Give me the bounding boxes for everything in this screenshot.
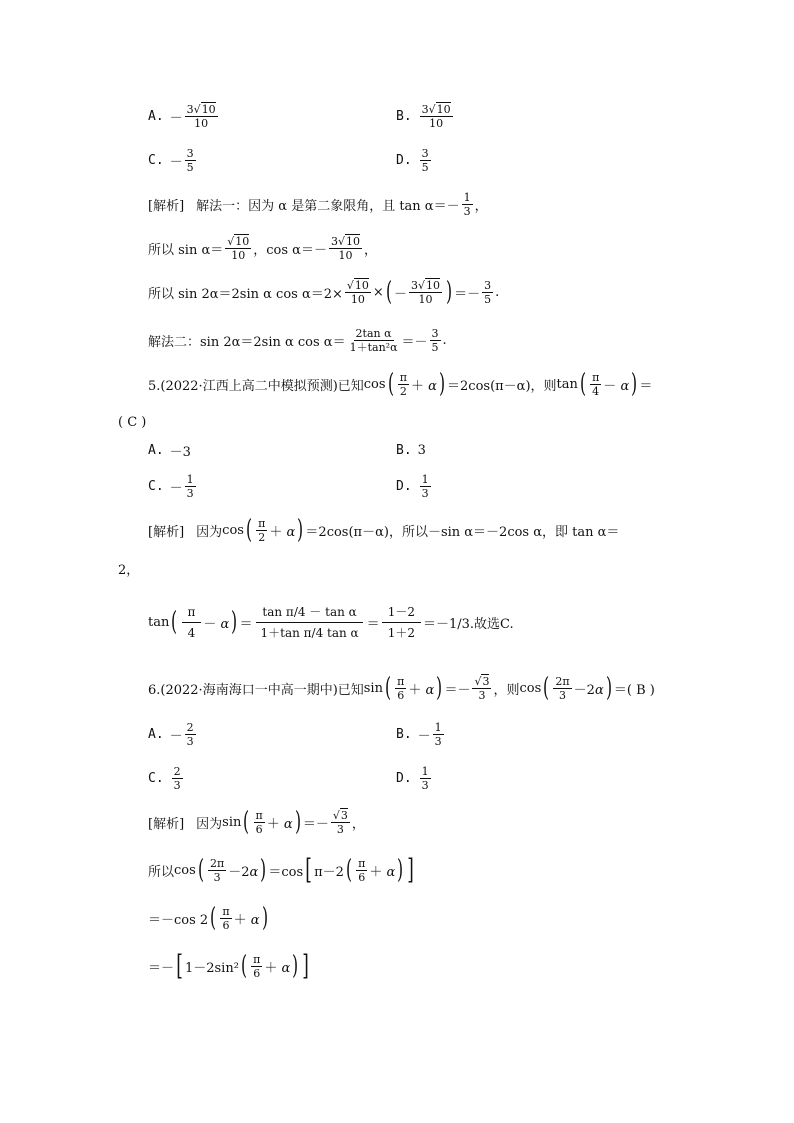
option-sign: － xyxy=(417,728,431,744)
fraction: $\frac{√10}{10}$ xyxy=(346,278,369,306)
q5-answer xyxy=(118,402,146,442)
analysis-text: ，cos α＝－ xyxy=(253,242,327,258)
fraction: $\frac{3√10}{10}$ xyxy=(330,234,360,262)
q4-analysis-line-2: 所以 sin α＝ $\frac{√10}{10}$ ，cos α＝－ $\frac{3√10}{10}$ ， xyxy=(148,234,377,262)
analysis-text: 因为 xyxy=(196,524,223,540)
option-label: A. xyxy=(148,442,164,458)
option-text: －3 xyxy=(169,444,191,460)
analysis-text: ＝－ xyxy=(454,286,481,302)
q6-analysis-line-4: ＝－ [ 1－2sin² ( $\frac{\pi}{6}$ ＋ α ) ] xyxy=(148,949,310,982)
analysis-text: ＝－ xyxy=(148,960,175,976)
q6-option-row-2 xyxy=(148,758,429,798)
fraction: $\frac{1}{3}$ xyxy=(421,764,429,792)
fraction: $\frac{2\pi}{3}$ xyxy=(209,856,225,884)
q6-option-b xyxy=(396,721,446,748)
q5-option-b xyxy=(396,443,426,458)
question-text: ＝－ xyxy=(444,682,471,698)
q5-analysis-line-2: tan ( $\frac{\pi}{4}$ － α ) ＝ $\frac{\text{tan π/4 － tan α}}{\text{1＋tan π/4 tan α}}$ ＝ $\frac{1-2}{1+2}$ ＝－1/3.故选C. xyxy=(148,594,514,650)
analysis-tag: [解析] xyxy=(148,524,185,540)
fraction: $\frac{\pi}{6}$ xyxy=(358,856,366,884)
analysis-text: ＝2cos(π－α)，所以－sin α＝－2cos α，即 tan α＝ xyxy=(305,524,620,540)
analysis-tag: [解析] xyxy=(148,198,185,214)
fraction: $\frac{3}{5}$ xyxy=(421,146,429,174)
fraction: $\frac{3√10}{10}$ xyxy=(410,278,440,306)
analysis-text: 因为 xyxy=(196,816,223,832)
analysis-text: 所以 xyxy=(148,864,175,880)
q4-option-row-1 xyxy=(148,96,451,136)
option-sign: － xyxy=(169,154,183,170)
option-label: B. xyxy=(396,726,412,742)
fraction: $\frac{2}{3}$ xyxy=(186,720,194,748)
fraction: $\frac{\text{2tan α}}{\text{1＋tan²α}}$ xyxy=(349,326,398,354)
q6-stem: 6.(2022·海南海口一中高一期中)已知 sin ( $\frac{\pi}{6}$ ＋ α ) ＝－ $\frac{√3}{3}$ ，则 cos ( $\frac{2\pi}{3}$ －2α ) ＝( B ) xyxy=(148,673,655,703)
fraction: $\frac{\text{tan π/4 － tan α}}{\text{1＋tan π/4 tan α}}$ xyxy=(255,602,365,643)
fraction: $\frac{√3}{3}$ xyxy=(474,674,490,702)
q6-analysis-line-1: [解析] 因为 sin ( $\frac{\pi}{6}$ ＋ α ) ＝－ $\frac{√3}{3}$ ， xyxy=(148,807,365,837)
q4-analysis-line-3: 所以 sin 2α＝2sin α cos α＝2× $\frac{√10}{10}$ × ( － $\frac{3√10}{10}$ ) ＝－ $\frac{3}{5}$ . xyxy=(148,277,500,307)
analysis-text: 所以 sin 2α＝2sin α cos α＝2× xyxy=(148,286,343,302)
analysis-text: 所以 sin α＝ xyxy=(148,242,224,258)
q4-option-b xyxy=(396,103,455,130)
fraction: $\frac{3}{5}$ xyxy=(186,146,194,174)
q4-analysis-line-1: [解析] 解法一：因为 α 是第二象限角，且 tan α＝ － $\frac{1}{3}$ ， xyxy=(148,190,488,218)
option-label: B. xyxy=(396,442,412,458)
analysis-tag: [解析] xyxy=(148,816,185,832)
q5-option-row-2 xyxy=(148,466,429,506)
question-text: ＝2cos(π－α)，则 xyxy=(447,378,557,394)
option-label: D. xyxy=(396,770,412,786)
option-label: C. xyxy=(148,770,164,786)
option-label: D. xyxy=(396,152,412,168)
fraction: $\frac{\pi}{4}$ xyxy=(592,370,600,398)
fraction: $\frac{1}{3}$ xyxy=(463,190,471,218)
fraction: $\frac{3√10}{10}$ xyxy=(421,102,451,130)
q6-option-d xyxy=(396,765,433,792)
fraction: $\frac{1}{3}$ xyxy=(434,720,442,748)
fraction: $\frac{1-2}{1+2}$ xyxy=(382,602,421,643)
q6-analysis-line-3: ＝－cos 2 ( $\frac{\pi}{6}$ ＋ α ) xyxy=(148,903,268,933)
analysis-text: 解法一：因为 α 是第二象限角，且 tan α＝ xyxy=(196,198,447,214)
q6-option-row-1 xyxy=(148,714,442,754)
question-text: 6.(2022·海南海口一中高一期中)已知 xyxy=(148,682,364,698)
fraction: $\frac{3}{5}$ xyxy=(484,278,492,306)
analysis-text: 解法二：sin 2α＝2sin α cos α＝ xyxy=(148,334,346,350)
option-label: B. xyxy=(396,108,412,124)
analysis-text: ＝－ xyxy=(401,334,428,350)
q5-analysis-line-1: [解析] 因为 cos ( $\frac{\pi}{2}$ ＋ α ) ＝2cos(π－α)，所以－sin α＝－2cos α，即 tan α＝ xyxy=(148,515,620,545)
q4-option-d xyxy=(396,147,433,174)
q5-option-d xyxy=(396,473,433,500)
fraction: $\frac{√3}{3}$ xyxy=(332,808,348,836)
option-label: C. xyxy=(148,478,164,494)
fraction: $\frac{3}{5}$ xyxy=(431,326,439,354)
fraction: $\frac{3√10}{10}$ xyxy=(186,102,216,130)
option-text: 3 xyxy=(417,442,426,458)
times-sign: × xyxy=(372,284,384,300)
fraction: $\frac{\pi}{6}$ xyxy=(255,808,263,836)
analysis-text: ＝－cos 2 xyxy=(148,912,209,928)
fraction: $\frac{\pi}{4}$ xyxy=(182,602,202,643)
answer-text: ( C ) xyxy=(118,414,147,430)
q6-analysis-line-2: 所以 cos ( $\frac{2\pi}{3}$ －2α ) ＝cos [ π－2 ( $\frac{\pi}{6}$ ＋ α ) ] xyxy=(148,853,415,886)
fraction: $\frac{1}{3}$ xyxy=(421,472,429,500)
option-sign: － xyxy=(169,728,183,744)
q5-option-row-1 xyxy=(148,430,426,470)
option-label: C. xyxy=(148,152,164,168)
q5-analysis-cont xyxy=(118,548,139,588)
fraction: $\frac{√10}{10}$ xyxy=(227,234,250,262)
fraction: $\frac{\pi}{6}$ xyxy=(253,952,261,980)
fraction: $\frac{\pi}{2}$ xyxy=(258,516,266,544)
question-text: 5.(2022·江西上高二中模拟预测)已知 xyxy=(148,378,364,394)
fraction: $\frac{\pi}{2}$ xyxy=(399,370,407,398)
q4-option-row-2 xyxy=(148,140,429,180)
fraction: $\frac{2}{3}$ xyxy=(173,764,181,792)
q4-analysis-line-4: 解法二：sin 2α＝2sin α cos α＝ $\frac{\text{2tan α}}{\text{1＋tan²α}}$ ＝－ $\frac{3}{5}$ . xyxy=(148,326,447,354)
option-label: D. xyxy=(396,478,412,494)
fraction: $\frac{\pi}{6}$ xyxy=(222,904,230,932)
question-text: ，则 xyxy=(493,682,520,698)
analysis-text: ＝－1/3.故选C. xyxy=(422,616,514,632)
answer-text: ＝( B ) xyxy=(613,682,655,698)
q5-stem: 5.(2022·江西上高二中模拟预测)已知 cos ( $\frac{\pi}{2}$ ＋ α ) ＝2cos(π－α)，则 tan ( $\frac{\pi}{4}$ － α ) ＝ xyxy=(148,369,653,399)
option-label: A. xyxy=(148,726,164,742)
option-sign: － xyxy=(169,480,183,496)
option-label: A. xyxy=(148,108,164,124)
analysis-text: 2， xyxy=(118,562,140,578)
option-sign: － xyxy=(169,110,183,126)
fraction: $\frac{2\pi}{3}$ xyxy=(555,674,570,702)
fraction: $\frac{1}{3}$ xyxy=(186,472,194,500)
fraction: $\frac{\pi}{6}$ xyxy=(397,674,405,702)
